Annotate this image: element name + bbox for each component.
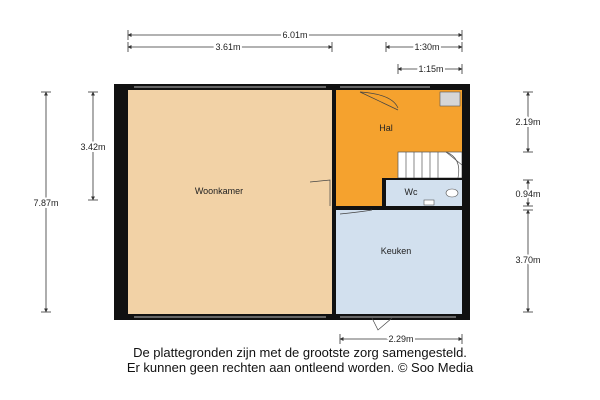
dim-living-width bbox=[128, 42, 332, 52]
dim-kitchen-depth bbox=[515, 210, 540, 312]
dim-hall-width bbox=[386, 42, 462, 52]
dim-label-total-width: 6.01m bbox=[282, 30, 308, 40]
dim-total-depth bbox=[33, 92, 58, 312]
dim-kitchen-width bbox=[340, 334, 462, 344]
dim-label-hall-depth: 2.19m bbox=[515, 117, 541, 127]
dim-label-kitchen-width: 2.29m bbox=[388, 334, 414, 344]
dim-label-living-width: 3.61m bbox=[215, 42, 241, 52]
dim-label-wc-width: 1:15m bbox=[418, 64, 444, 74]
dim-label-total-depth: 7.87m bbox=[33, 198, 59, 208]
dim-label-hall-width: 1:30m bbox=[414, 42, 440, 52]
hall-sink bbox=[440, 92, 460, 106]
room-label-woonkamer: Woonkamer bbox=[194, 186, 244, 196]
dim-label-kitchen-depth: 3.70m bbox=[515, 255, 541, 265]
stairs bbox=[398, 152, 462, 178]
disclaimer-line-2: Er kunnen geen rechten aan ontleend worden. © Soo Media bbox=[126, 360, 474, 375]
dim-total-width bbox=[128, 30, 462, 40]
woonkamer-floor bbox=[128, 90, 332, 316]
room-label-hal: Hal bbox=[379, 123, 393, 133]
dim-label-wc-depth: 0.94m bbox=[515, 189, 541, 199]
dim-hall-depth bbox=[515, 92, 540, 152]
toilet bbox=[446, 189, 458, 197]
room-label-wc: Wc bbox=[404, 187, 418, 197]
dim-wc-depth bbox=[515, 180, 540, 206]
dim-label-living-depth: 3.42m bbox=[80, 142, 106, 152]
keuken-floor bbox=[336, 210, 462, 316]
disclaimer-line-1: De plattegronden zijn met de grootste zorg samengesteld. bbox=[133, 345, 467, 360]
dim-wc-width bbox=[398, 64, 462, 74]
dim-living-depth bbox=[80, 92, 105, 200]
wc-washbasin bbox=[424, 200, 434, 205]
room-label-keuken: Keuken bbox=[380, 246, 412, 256]
